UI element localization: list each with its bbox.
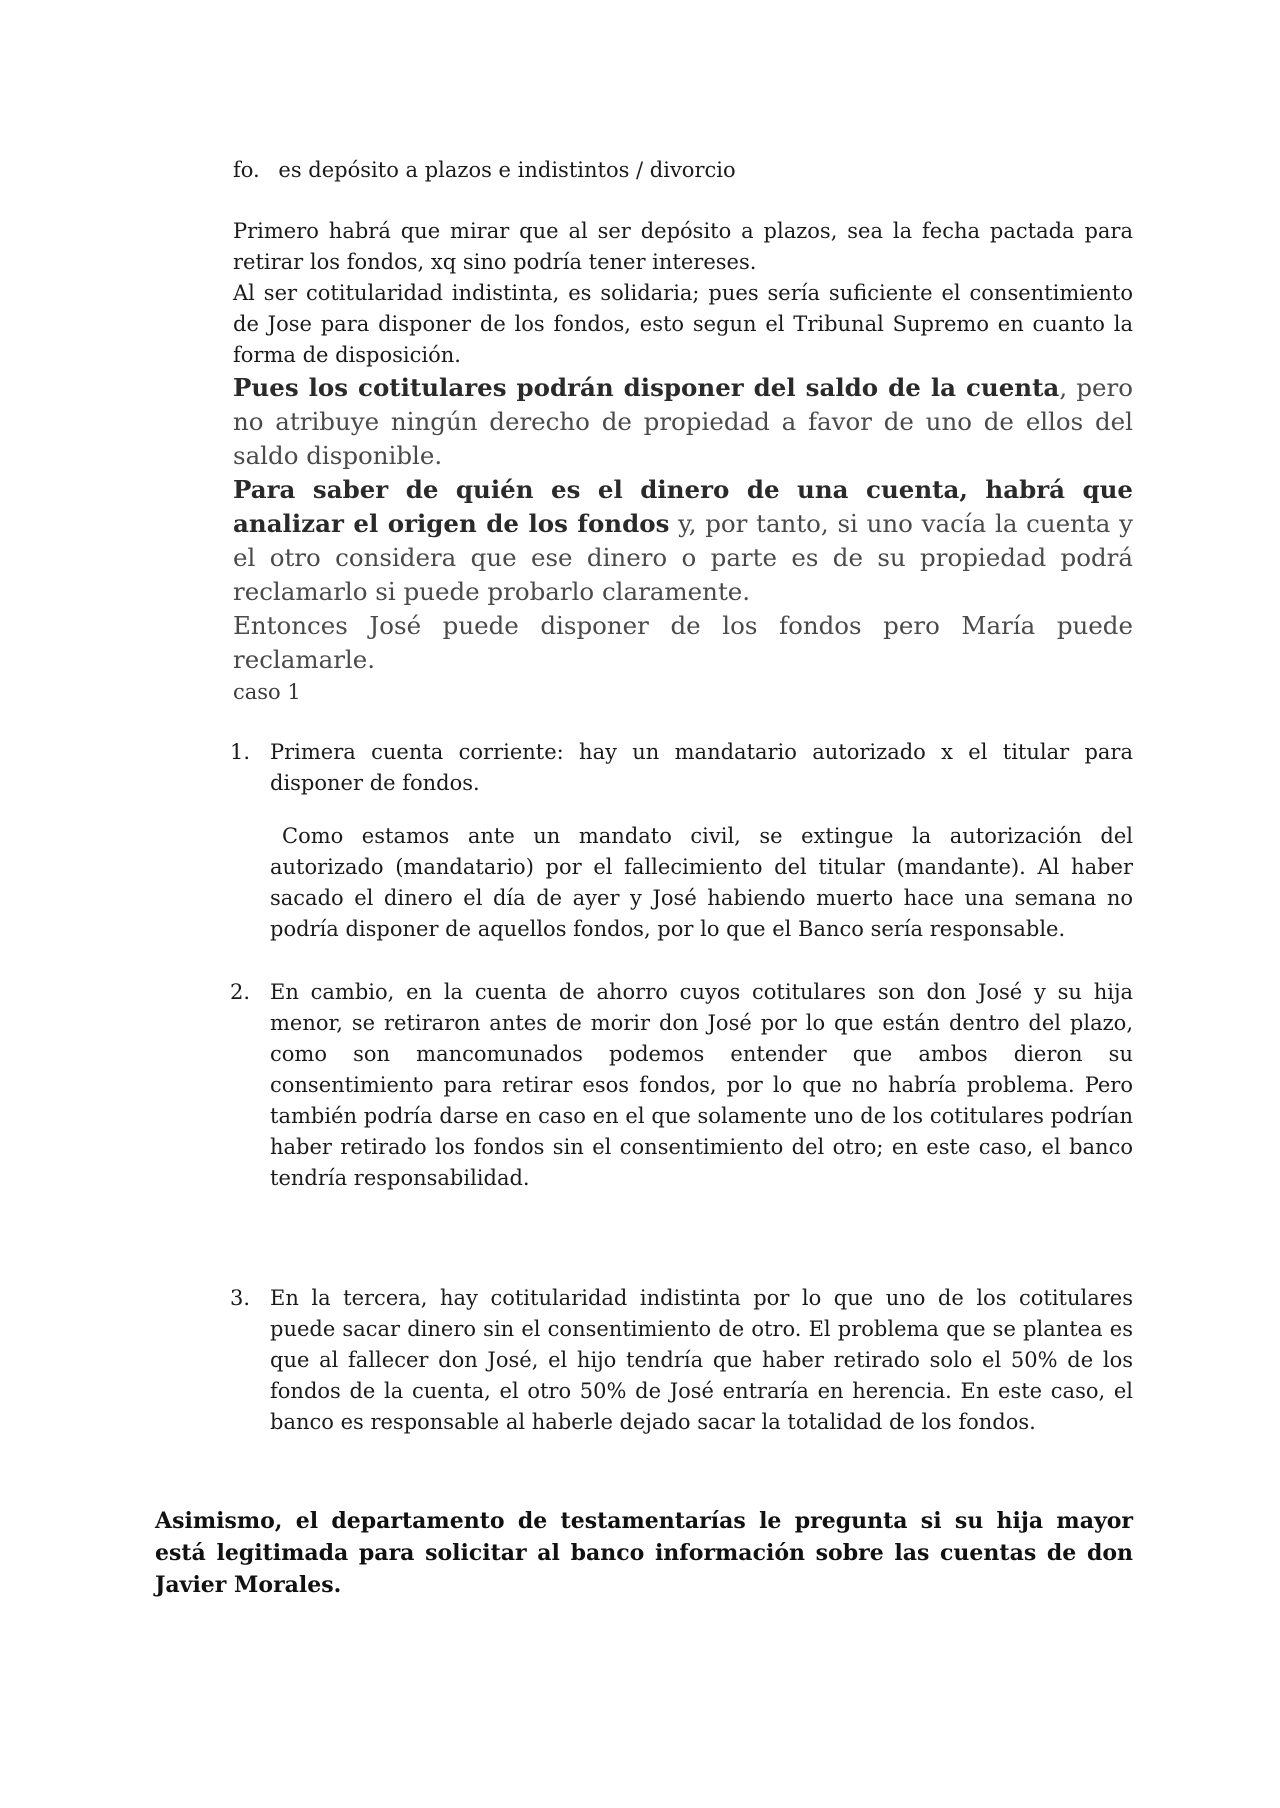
caso-label: caso 1 [233,680,301,704]
paragraph-1: Primero habrá que mirar que al ser depósito a plazos, sea la fecha pactada para retirar los fondos, xq sino podría tener intereses. [233,219,1133,274]
final-question: Asimismo, el departamento de testamentarías le pregunta si su hija mayor está legitimada para solicitar al banco información sobre las cuentas de don Javier Morales. [155,1508,1133,1598]
list-item-2 [230,977,1133,1194]
list-item-number: 1. [230,740,251,764]
list-item-subparagraph: Como estamos ante un mandato civil, se extingue la autorización del autorizado (mandatario) por el fallecimiento del titular (mandante). Al haber sacado el dinero el día de ayer y José habiendo muerto hace una semana no podría disponer de aquellos fondos, por lo que el Banco sería responsable. [270,824,1133,941]
list-item-text: Primera cuenta corriente: hay un mandatario autorizado x el titular para disponer de fondos. [270,740,1133,795]
heading-line [233,155,1133,185]
list-item-text: En la tercera, hay cotitularidad indistinta por lo que uno de los cotitulares puede sacar dinero sin el consentimiento de otro. El problema que se plantea es que al fallecer don José, el hijo tendría que haber retirado solo el 50% de los fondos de la cuenta, el otro 50% de José entraría en herencia. En este caso, el banco es responsable al haberle dejado sacar la totalidad de los fondos. [270,1286,1133,1434]
paragraph-4 [233,473,1133,609]
paragraph-3 [233,371,1133,473]
list-item-number: 2. [230,980,251,1004]
paragraph-3-rest: , pero no atribuye ningún derecho de propiedad a favor de uno de ellos del saldo disponible. [233,373,1133,470]
list-item-number: 3. [230,1286,251,1310]
list-item-text: En cambio, en la cuenta de ahorro cuyos cotitulares son don José y su hija menor, se retiraron antes de morir don José por lo que están dentro del plazo, como son mancomunados podemos entender que ambos dieron su consentimiento para retirar esos fondos, por lo que no habría problema. Pero también podría darse en caso en el que solamente uno de los cotitulares podrían haber retirado los fondos sin el consentimiento del otro; en este caso, el banco tendría responsabilidad. [270,980,1133,1190]
heading-text: es depósito a plazos e indistintos / divorcio [278,158,736,182]
list-item-1 [230,737,1133,945]
paragraph-2: Al ser cotitularidad indistinta, es solidaria; pues sería suficiente el consentimiento de Jose para disponer de los fondos, esto segun el Tribunal Supremo en cuanto la forma de disposición. [233,281,1133,367]
heading-prefix: fo. [233,158,260,182]
paragraph-4-bold: Para saber de quién es el dinero de una cuenta, habrá que analizar el origen de los fondos [233,475,1133,538]
intro-section [233,216,1133,677]
paragraph-4-rest: y, por tanto, si uno vacía la cuenta y el otro considera que ese dinero o parte es de su propiedad podrá reclamarlo si puede probarlo claramente. [233,509,1133,606]
paragraph-5: Entonces José puede disponer de los fondos pero María puede reclamarle. [233,611,1133,674]
list-item-3 [230,1283,1133,1438]
paragraph-3-bold: Pues los cotitulares podrán disponer del saldo de la cuenta [233,373,1060,402]
